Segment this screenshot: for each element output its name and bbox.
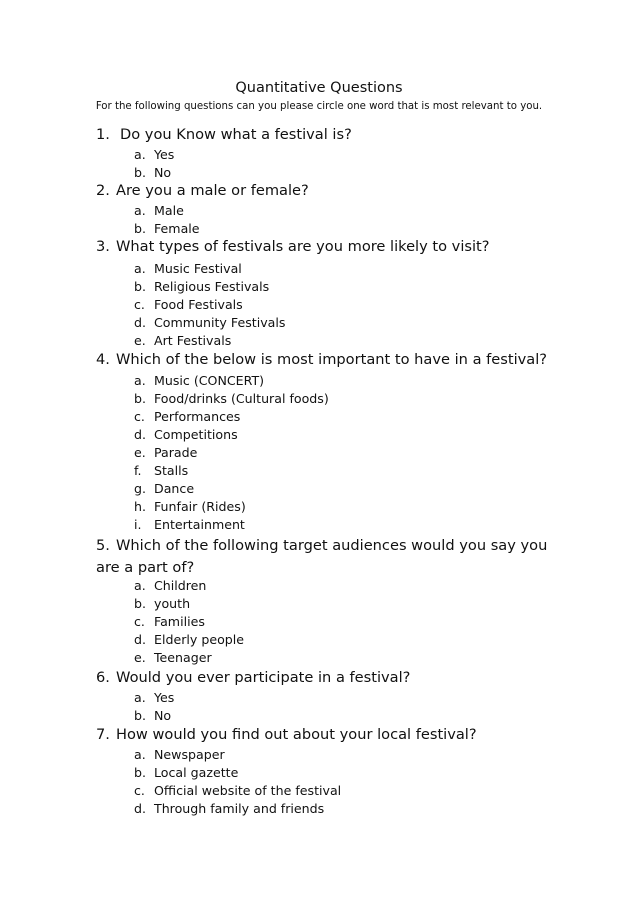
option-letter: b. xyxy=(134,165,146,180)
question-number: 1. xyxy=(96,126,110,143)
option-letter: c. xyxy=(134,297,145,312)
option-text: Stalls xyxy=(154,463,189,478)
option-text: No xyxy=(154,165,172,180)
option-letter: d. xyxy=(134,427,146,442)
option-letter: a. xyxy=(134,147,146,162)
option-text: Yes xyxy=(154,147,175,162)
option-letter: e. xyxy=(134,650,146,665)
question-text: Are you a male or female? xyxy=(116,182,309,199)
option-letter: e. xyxy=(134,445,146,460)
question-text: Do you Know what a festival is? xyxy=(120,126,352,143)
option-letter: a. xyxy=(134,578,146,593)
option-letter: d. xyxy=(134,315,146,330)
option-text: Performances xyxy=(154,409,241,424)
option-text: Local gazette xyxy=(154,765,239,780)
option-text: Music (CONCERT) xyxy=(154,373,265,388)
option-text: No xyxy=(154,708,172,723)
option-text: Food/drinks (Cultural foods) xyxy=(154,391,329,406)
option-text: Families xyxy=(154,614,205,629)
option-letter: a. xyxy=(134,203,146,218)
option-text: Food Festivals xyxy=(154,297,243,312)
option-letter: a. xyxy=(134,747,146,762)
option-text: Official website of the festival xyxy=(154,783,342,798)
question-number: 7. xyxy=(96,726,110,743)
option-letter: g. xyxy=(134,481,146,496)
option-text: Parade xyxy=(154,445,198,460)
question-text: How would you find out about your local festival? xyxy=(116,726,477,743)
question-text: Would you ever participate in a festival? xyxy=(116,669,411,686)
option-text: youth xyxy=(154,596,191,611)
document-title: Quantitative Questions xyxy=(235,80,403,96)
option-text: Dance xyxy=(154,481,195,496)
option-letter: a. xyxy=(134,373,146,388)
option-letter: b. xyxy=(134,391,146,406)
question-text: What types of festivals are you more likely to visit? xyxy=(116,238,490,255)
option-text: Yes xyxy=(154,690,175,705)
question-number: 2. xyxy=(96,182,110,199)
question-number: 6. xyxy=(96,669,110,686)
option-letter: c. xyxy=(134,783,145,798)
option-text: Music Festival xyxy=(154,261,242,276)
option-letter: a. xyxy=(134,261,146,276)
question-text: Which of the following target audiences would you say you are a part of? xyxy=(96,537,548,576)
option-letter: i. xyxy=(134,517,142,532)
option-letter: d. xyxy=(134,801,146,816)
option-letter: f. xyxy=(134,463,142,478)
question-number: 4. xyxy=(96,351,110,368)
option-text: Through family and friends xyxy=(154,801,325,816)
option-letter: a. xyxy=(134,690,146,705)
option-letter: b. xyxy=(134,221,146,236)
instructions-text: For the following questions can you please circle one word that is most relevant to you. xyxy=(95,101,543,112)
option-letter: d. xyxy=(134,632,146,647)
option-text: Teenager xyxy=(154,650,212,665)
question-number: 5. xyxy=(96,537,110,554)
option-text: Children xyxy=(154,578,207,593)
option-text: Art Festivals xyxy=(154,333,232,348)
option-text: Elderly people xyxy=(154,632,245,647)
option-letter: c. xyxy=(134,409,145,424)
option-text: Newspaper xyxy=(154,747,225,762)
question-number: 3. xyxy=(96,238,110,255)
option-letter: b. xyxy=(134,279,146,294)
question-text: Which of the below is most important to have in a festival? xyxy=(116,351,548,368)
option-text: Community Festivals xyxy=(154,315,286,330)
option-text: Competitions xyxy=(154,427,238,442)
option-text: Entertainment xyxy=(154,517,245,532)
option-text: Female xyxy=(154,221,200,236)
option-letter: c. xyxy=(134,614,145,629)
option-letter: e. xyxy=(134,333,146,348)
option-letter: b. xyxy=(134,596,146,611)
option-letter: b. xyxy=(134,708,146,723)
option-text: Male xyxy=(154,203,184,218)
option-letter: h. xyxy=(134,499,146,514)
option-text: Religious Festivals xyxy=(154,279,270,294)
option-text: Funfair (Rides) xyxy=(154,499,246,514)
option-letter: b. xyxy=(134,765,146,780)
